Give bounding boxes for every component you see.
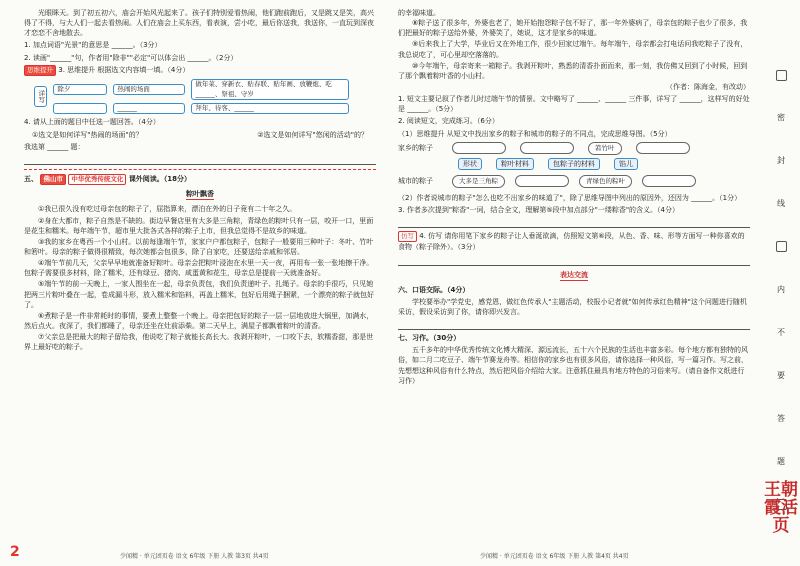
detail-row-2	[53, 103, 349, 114]
spine-char: 线	[777, 199, 785, 209]
section-divider	[24, 169, 376, 170]
page-number: 2	[10, 543, 20, 560]
row1-a: 除夕	[53, 84, 107, 95]
mind-bottom-node: 大多是三角粽	[452, 175, 505, 188]
mind-map-row-center	[398, 158, 750, 170]
left-top-paragraph: 光眼眯天。到了初五初六，庙会开始风光起来了。孩子们特别爱看热闹，他们跑前跑后，又是跳又是笑，高兴得了不得，与大人们一起去看热闹。人们在庙会上买东西，看表演，尝小吃，最后你送我，我送你，一直玩到深夜才恋恋不舍地散去。	[24, 9, 374, 38]
section-7-text: 五千多年的中华优秀传统文化博大精深、源远流长，五十六个民族的生活也丰富多彩。每个地方都有独特的风俗，如二月二吃豆子、端午节赛龙舟等。相信你的家乡也有很多风俗，请你选择一种风俗，写一篇习作。写之前，先想想这种风俗有什么特点，然后把风俗介绍给大家。注意抓住最具有地方特色的习俗来写。（请自备作文纸进行习作）	[398, 346, 748, 385]
mind-map-row-home	[398, 142, 750, 155]
spine-char: 题	[777, 456, 785, 466]
mind-center-node: 粽叶材料	[496, 158, 534, 170]
home-zongzi-label: 家乡的粽子	[398, 144, 433, 153]
answer-line[interactable]	[398, 256, 750, 266]
spine-char: 要	[777, 370, 785, 380]
binding-hole-icon	[776, 70, 787, 81]
mind-blank[interactable]	[515, 175, 569, 187]
right-intro: 的幸福味道。	[398, 9, 440, 17]
mind-center-node: 馅儿	[614, 158, 638, 170]
right-column	[398, 8, 750, 387]
detail-structure	[34, 79, 376, 114]
r-question-4: 仿写 4. 仿写 请你用笔下家乡的粽子让人垂涎欲滴，仿照短文第⑥段，从色、香、味、形等方面写一种你喜欢的食物（粽子除外）。（3分）	[398, 231, 745, 252]
row2-c: 拜年、待客、______	[191, 103, 349, 114]
left-column	[24, 8, 376, 353]
question-2: 2. 读画"______"句，作者用"除非""必定"可以体会出 ______。（2分）	[24, 53, 238, 62]
left-footer: 少闻精 · 单元团页卷 语文 6年级 下册 人教 第3页 共4页	[120, 553, 269, 561]
row1-b: 热闹的场面	[113, 84, 185, 95]
region-tag: 佛山市	[40, 174, 66, 185]
spine-char: 答	[777, 413, 785, 423]
r-question-1: 1. 短文主要记叙了作者儿时过端午节的情景。文中略写了 ______、______ 三件事，详写了 ______，这样写的好处是 ______。（5分）	[398, 95, 750, 114]
mind-map-row-city	[398, 175, 750, 188]
story-paragraph: ①我已很久没有吃过母亲包的粽子了，屈指算来，漂泊在外的日子竟有二十年之久。	[38, 205, 297, 214]
culture-tag: 中华优秀传统文化	[68, 174, 126, 185]
mind-center-node: 包粽子的材料	[548, 158, 600, 170]
binding-spine	[766, 70, 796, 510]
story-paragraph: ⑦父亲总是把最大的粽子留给我，他说吃了粽子就能长高长大。我剥开粽叶，一口咬下去，软糯香甜，那是世界上最好吃的粽子。	[24, 333, 374, 352]
story-paragraph: ⑩今年端午，母亲寄来一箱粽子。我剥开粽叶，熟悉的清香扑面而来，那一刻，我仿佛又回到了小时候，回到了那个飘着粽叶香的小山村。	[398, 61, 748, 80]
section-6-heading: 六、口语交际。（4分）	[398, 285, 470, 294]
story-paragraph: ②身在大都市，粽子自然是不缺的。街边早餐店里有大多是三角粽，青绿色的粽叶只有一层，咬开一口，里面是花生和糯米。每年端午节，超市里大批各式各样的粽子上市，但我总觉得不是故乡的味道。	[24, 216, 374, 235]
city-zongzi-label: 城市的粽子	[398, 177, 433, 186]
mind-blank[interactable]	[642, 175, 696, 187]
story-paragraph: ⑥煮粽子是一件非常耗时的事情，要煮上整整一个晚上。母亲把包好的粽子一层一层地放进大锅里，加满水，然后点火。夜深了，我们都睡了，母亲还坐在灶前添柴。第二天早上，满屋子都飘着粽叶的清香。	[24, 311, 374, 330]
choose-line: 我选第 ______ 题：	[24, 142, 85, 151]
section-7-heading: 七、习作。（30分）	[398, 334, 461, 343]
mind-blank[interactable]	[452, 142, 506, 154]
imitation-tag: 仿写	[398, 231, 417, 242]
question-4: 4. 请从上面的题目中任选一题回答。（4分）	[24, 118, 160, 127]
answer-line[interactable]	[398, 218, 750, 228]
mind-map	[398, 142, 750, 190]
story-paragraph: ⑤端午节的前一天晚上，一家人围坐在一起，母亲负责包，我们负责递叶子、扎绳子。母亲的手很巧，只见她把两三片粽叶叠在一起，卷成漏斗形，放入糯米和馅料，再盖上糯米，包好后用绳子捆紧，一个漂亮的粽子就包好了。	[24, 280, 374, 309]
answer-line[interactable]	[398, 320, 750, 330]
mind-center-node: 形状	[458, 158, 482, 170]
thinking-tag: 思维提升	[24, 65, 56, 76]
detail-row-1	[53, 79, 349, 100]
option-b: ②选文是如何详写"悠闲的活动"的？	[257, 130, 368, 139]
r-question-2-sub: （1）思维提升 从短文中找出家乡的粽子和城市的粽子的不同点，完成思维导图。（5分）	[398, 129, 672, 138]
expression-section-title: 表达交流	[398, 270, 750, 281]
story-paragraph: ③我的家乡在粤西一个小山村。以前每逢端午节，家家户户都包粽子，包粽子一般要用三种叶子：冬叶、竹叶和箬叶。母亲的粽子做得很精致，每次她都会包很多，除了自家吃，还要送给亲戚和邻居。	[24, 237, 374, 256]
row2-b: ______	[113, 103, 185, 114]
right-footer: 少闻精 · 单元团页卷 语文 6年级 下册 人教 第4页 共4页	[480, 553, 629, 561]
section-5-heading	[24, 174, 376, 185]
mind-blank[interactable]	[520, 142, 574, 154]
brand-logo: 王朝霞活页	[764, 480, 798, 537]
r-question-3: 3. 作者多次提到"粽香"一词，结合全文，理解第⑤段中加点部分"一缕粽香"的含义。（4分）	[398, 205, 680, 214]
question-3	[24, 65, 376, 76]
mind-bottom-node: 青绿色的粽叶	[579, 175, 632, 188]
section-6-text: 学校要举办"学党史，感党恩，做红色传承人"主题活动，校报小记者就"如何传承红色精神"这个问题进行随机采访，假设采访到了你，请你即兴发言。	[398, 297, 747, 316]
author-note: （作者：陈海金，有改动）	[666, 82, 750, 91]
question-4-options	[24, 130, 376, 140]
story-paragraph: ⑧粽子送了很多年，外婆也老了，她开始抱怨粽子包不好了，那一年外婆病了，母亲包的粽子也少了很多，我们把最好的粽子送给外婆，外婆笑了，她说，这才是家乡的味道。	[398, 19, 748, 38]
spine-char: 密	[777, 113, 785, 123]
spine-char: 内	[777, 284, 785, 294]
mind-blank[interactable]	[636, 142, 690, 154]
detail-label: 详写	[34, 86, 47, 107]
option-a: ①选文是如何详写"热闹的场面"的？	[32, 130, 143, 139]
story-title: 粽叶飘香	[24, 189, 376, 200]
row2-a	[53, 103, 107, 114]
spine-char: 封	[777, 156, 785, 166]
question-3-text: 3. 思维提升 根据选文内容填一填。（4分）	[58, 65, 190, 74]
story-paragraph: ④端午节前几天，父亲早早地就准备好粽叶。母亲会把粽叶浸泡在水里一天一夜，再用布一张一张地擦干净。包粽子需要很多材料，除了糯米，还有绿豆、猪肉、咸蛋黄和花生，母亲总是提前一天就准备好。	[24, 259, 374, 278]
row1-c: 做年菜、穿新衣、贴春联、贴年画、放鞭炮、吃______、祭祖、守岁	[191, 79, 349, 100]
story-paragraph: ⑨后来我上了大学，毕业后又在外地工作，很少回家过端午。每年端午，母亲都会打电话问我吃粽子了没有，我总说吃了，可心里却空落落的。	[398, 40, 748, 59]
r-question-2-2: （2）作者说城市的粽子"怎么也吃不出家乡的味道了"，除了思维导图中列出的原因外，还因为 ______。（1分）	[398, 193, 742, 202]
r-question-2: 2. 阅读短文，完成练习。（6分）	[398, 117, 499, 126]
binding-hole-icon	[776, 241, 787, 252]
answer-line[interactable]	[24, 155, 376, 165]
spine-char: 不	[777, 327, 785, 337]
question-1: 1. 加点词语"光景"的意思是 ______。（3分）	[24, 41, 162, 50]
mind-top-node: 箬竹叶	[588, 142, 622, 155]
section-5-title: 课外阅读。（18分）	[128, 174, 192, 183]
section-5-number: 五、	[24, 174, 38, 183]
